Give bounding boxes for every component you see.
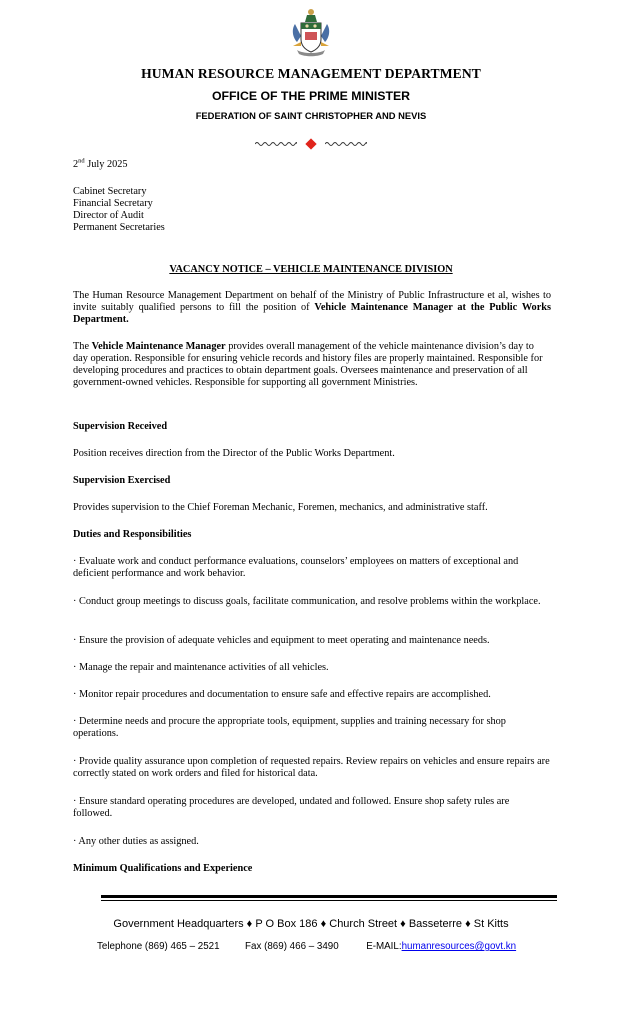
notice-title: VACANCY NOTICE – VEHICLE MAINTENANCE DIVISION [169,264,453,275]
footer-fax: Fax (869) 466 – 3490 [245,941,339,952]
recipient: Director of Audit [73,210,144,221]
duty-item: · Any other duties as assigned. [73,836,199,847]
duty-item: · Ensure the provision of adequate vehicles and equipment to meet operating and maintenance needs. [73,635,490,646]
intro-paragraph: The Human Resource Management Department on behalf of the Ministry of Public Infrastructure et al, wishes to invite suitably qualified persons to fill the position of Vehicle Maintenance Manager at the Public Works Department. [73,290,551,325]
letter-date: 2nd July 2025 [73,157,128,170]
footer-address: Government Headquarters ♦ P O Box 186 ♦ Church Street ♦ Basseterre ♦ St Kitts [113,918,509,930]
squiggle-left-icon [255,140,297,148]
duty-item: · Ensure standard operating procedures are developed, undated and followed. Ensure shop safety rules are followed. [73,796,510,819]
position-title: Vehicle Maintenance Manager at the Public Works Department. [73,302,551,325]
footer-email-label: E-MAIL: [366,941,402,952]
section-heading: Supervision Exercised [73,475,171,486]
duty-item: · Conduct group meetings to discuss goals, facilitate communication, and resolve problems within the workplace. [73,596,541,607]
section-heading: Duties and Responsibilities [73,529,192,540]
footer-divider-thin [101,900,557,901]
footer-divider-thick [101,895,557,898]
recipient-list [73,186,551,234]
footer-contacts [97,941,557,952]
section-heading: Supervision Received [73,421,168,432]
footer-telephone: Telephone (869) 465 – 2521 [97,941,220,952]
red-diamond-icon [305,138,316,149]
recipient: Permanent Secretaries [73,222,165,233]
department-heading: HUMAN RESOURCE MANAGEMENT DEPARTMENT [141,66,481,81]
supervision-exercised-text: Provides supervision to the Chief Foreman Mechanic, Foremen, mechanics, and administrative staff. [73,502,488,513]
duty-item: · Determine needs and procure the appropriate tools, equipment, supplies and training necessary for shop operations. [73,716,506,739]
recipient: Financial Secretary [73,198,153,209]
office-heading: OFFICE OF THE PRIME MINISTER [211,89,411,103]
duty-item: · Monitor repair procedures and documentation to ensure safe and effective repairs are accomplished. [73,689,491,700]
duty-item: · Manage the repair and maintenance activities of all vehicles. [73,662,329,673]
duty-item: · Evaluate work and conduct performance evaluations, counselors’ employees on matters of exceptional and deficient performance and work behavior. [73,556,519,579]
header-ornament [0,134,622,154]
coat-of-arms-emblem [287,6,335,60]
federation-heading: FEDERATION OF SAINT CHRISTOPHER AND NEVIS [195,110,427,121]
overview-paragraph: The Vehicle Maintenance Manager provides overall management of the vehicle maintenance division’s day to day operation. Responsible for ensuring vehicle records and history files are properly maintained. Responsible for developing procedures and practices to obtain department goals. Oversees maintenance and preservation of all government-owned vehicles. Responsible for supporting all government Ministries. [73,341,543,388]
recipient: Cabinet Secretary [73,186,147,197]
duty-item: · Provide quality assurance upon completion of requested repairs. Review repairs on vehicles and ensure repairs are correctly stated on work orders and filed for historical data. [73,756,550,779]
section-heading: Minimum Qualifications and Experience [73,863,253,874]
supervision-received-text: Position receives direction from the Director of the Public Works Department. [73,448,395,459]
squiggle-right-icon [325,140,367,148]
footer-email-link[interactable]: humanresources@govt.kn [401,941,517,952]
